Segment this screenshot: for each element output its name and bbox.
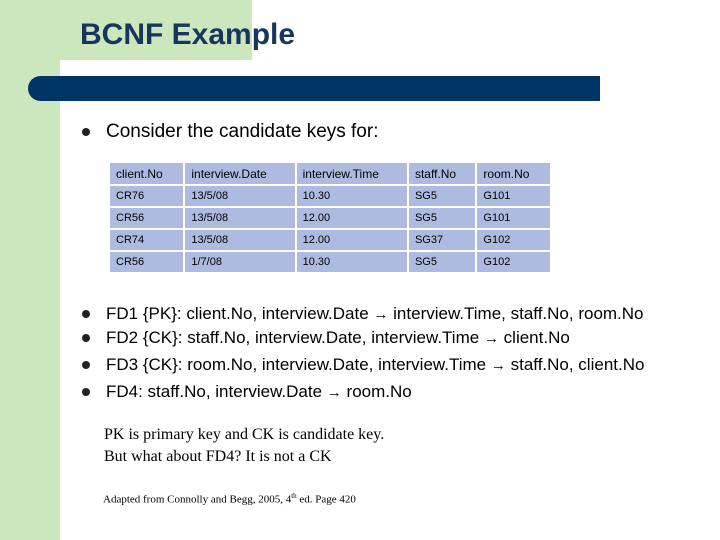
arrow-right-icon: → — [373, 306, 389, 323]
slide-title: BCNF Example — [80, 18, 296, 51]
source-credit — [103, 492, 356, 506]
table-cell: CR56 — [110, 208, 183, 228]
table-cell: SG5 — [409, 252, 475, 272]
table-header-row — [110, 163, 550, 184]
table-cell: G101 — [477, 186, 550, 206]
column-header: staff.No — [409, 163, 475, 184]
fd-dependent: staff.No, client.No — [510, 355, 645, 374]
table-cell: SG37 — [409, 230, 475, 250]
table-cell: 12.00 — [297, 230, 407, 250]
table-cell: 13/5/08 — [185, 208, 294, 228]
fd-determinant: FD4: staff.No, interview.Date — [106, 382, 323, 401]
fd-determinant: FD3 {CK}: room.No, interview.Date, interview.Time — [106, 355, 487, 374]
table-cell: SG5 — [409, 208, 475, 228]
credit-text: Adapted from Connolly and Begg, 2005, 4 — [103, 493, 292, 506]
table-row — [110, 208, 550, 228]
table-cell: 10.30 — [297, 252, 407, 272]
table-cell: 12.00 — [297, 208, 407, 228]
table-row — [110, 186, 550, 206]
table-cell: CR74 — [110, 230, 183, 250]
bullet-icon — [82, 310, 90, 318]
title-underline-bar — [28, 76, 600, 101]
bullet-icon — [82, 388, 90, 396]
fd-line-fd3 — [106, 355, 644, 375]
table-cell: 10.30 — [297, 186, 407, 206]
column-header: room.No — [477, 163, 550, 184]
arrow-right-icon: → — [483, 330, 499, 347]
column-header: client.No — [110, 163, 183, 184]
table-cell: 13/5/08 — [185, 230, 294, 250]
note-line: PK is primary key and CK is candidate key. — [104, 426, 385, 443]
column-header: interview.Time — [297, 163, 407, 184]
table-cell: SG5 — [409, 186, 475, 206]
column-header: interview.Date — [185, 163, 294, 184]
table-cell: CR56 — [110, 252, 183, 272]
table-cell: CR76 — [110, 186, 183, 206]
candidate-keys-table — [108, 161, 552, 274]
table-cell: G102 — [477, 252, 550, 272]
bullet-icon — [82, 128, 90, 136]
fd-line-fd4 — [106, 382, 412, 402]
credit-superscript: th — [291, 492, 297, 500]
note-line: But what about FD4? It is not a CK — [104, 448, 332, 465]
table-cell: 1/7/08 — [185, 252, 294, 272]
bullet-icon — [82, 361, 90, 369]
fd-dependent: client.No — [503, 328, 570, 347]
arrow-right-icon: → — [490, 357, 506, 374]
table-row — [110, 230, 550, 250]
fd-dependent: room.No — [346, 382, 412, 401]
arrow-right-icon: → — [326, 384, 342, 401]
bullet-icon — [82, 334, 90, 342]
table-cell: G102 — [477, 230, 550, 250]
fd-dependent: interview.Time, staff.No, room.No — [393, 304, 644, 323]
table-row — [110, 252, 550, 272]
table-cell: 13/5/08 — [185, 186, 294, 206]
fd-line-fd1 — [106, 304, 644, 324]
fd-line-fd2 — [106, 328, 570, 348]
decorative-left-strip — [0, 60, 60, 540]
intro-text: Consider the candidate keys for: — [106, 121, 379, 142]
fd-determinant: FD1 {PK}: client.No, interview.Date — [106, 304, 369, 323]
table-cell: G101 — [477, 208, 550, 228]
credit-text: ed. Page 420 — [296, 493, 356, 506]
fd-determinant: FD2 {CK}: staff.No, interview.Date, interview.Time — [106, 328, 480, 347]
